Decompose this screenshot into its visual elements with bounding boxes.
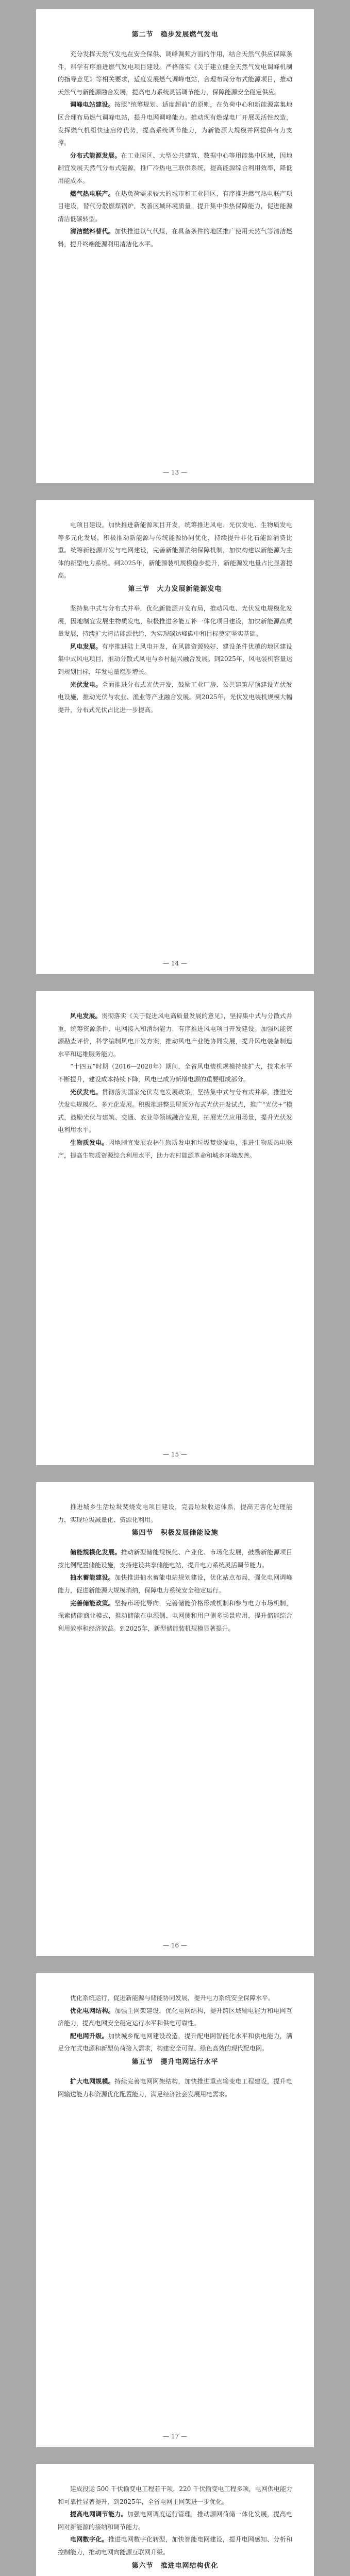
page-number: — 13 — [163, 469, 187, 476]
paragraph-lead: 优化电网结构。 [70, 2007, 115, 2014]
page-number: — 14 — [163, 960, 187, 967]
paragraph-text: 加快推进以气代煤，在具备条件的地区推广使用天然气等清洁燃料，提升终端能源利用清洁化水平。 [58, 228, 292, 248]
paragraph-text: 按照“统筹规划、适度超前”的原则，在负荷中心和新能源富集地区合理布局燃气调峰电站，提升电网调峰能力。推动现有燃煤电厂开展灵活性改造，发挥燃气机组快速启停优势，提高系统调节能力，为新能源大规模并网提供有力支撑。 [58, 101, 292, 147]
section-heading: 第五节 提升电网运行水平 [131, 2058, 219, 2066]
paragraph-text: 有序推进陆上风电开发，在风能资源较好、建设条件优越的地区建设集中式风电项目，推动分散式风电与乡村振兴融合发展。到2025年，风电装机容量达到规划目标，年发电量稳步增长。 [58, 642, 292, 675]
paragraph-lead: 光伏发电。 [70, 1088, 102, 1096]
paragraph-text: 贯彻落实《关于促进风电高质量发展的意见》，坚持集中式与分散式并重，统筹资源条件、电网接入和消纳能力，有序推进风电项目开发建设。加强风能资源勘查评价，科学编制风电开发方案，推动风电产业链协同发展，提升风电装备制造水平和运维服务能力。 [58, 1012, 292, 1058]
paragraph-lead: 配电网升级。 [70, 2032, 108, 2040]
section-heading: 第四节 积极发展储能设施 [131, 1529, 219, 1537]
paragraph-text: “十四五”时期（2016—2020年）期间，全省风电装机规模持续扩大，技术水平不断提升，建设成本持续下降，风电已成为新增电源的重要组成部分。 [58, 1063, 292, 1083]
paragraph-text: 坚持集中式与分布式并举，优化新能源开发布局，推动风电、光伏发电规模化发展，因地制宜发展生物质发电，积极推进多能互补一体化项目建设，加快新能源高质量发展，持续扩大清洁能源供给，为实现碳达峰碳中和目标奠定坚实基础。 [58, 604, 292, 638]
paragraph-text: 推动新型储能规模化、产业化、市场化发展，鼓励新能源项目按比例配置储能设施，支持建设共享储能电站，提升电力系统灵活调节能力。 [58, 1549, 292, 1569]
paragraph-lead: 光伏发电。 [70, 681, 102, 688]
paragraph-lead: 完善储能政策。 [70, 1599, 115, 1607]
paragraph [58, 602, 292, 640]
paragraph [58, 48, 292, 98]
paragraph [58, 2533, 292, 2558]
document-page [36, 1973, 314, 2447]
section-heading: 第六节 推进电网结构优化 [131, 2562, 219, 2570]
paragraph [58, 2508, 292, 2533]
paragraph [58, 679, 292, 717]
paragraph-text: 电项目建设。加快推进新能源项目开发，统筹推进风电、光伏发电、生物质发电等多元化发展，积极推动新能源与传统能源协同优化，持续提升非化石能源消费比重。统筹新能源开发与电网建设，完善新能源消纳保障机制，加快构建以新能源为主体的新型电力系统。到2025年，新能源装机规模稳步提升，新能源发电量占比显著提高。 [58, 521, 292, 580]
paragraph [58, 1992, 292, 2005]
document-page [36, 9, 314, 483]
page-number: — 16 — [163, 1942, 187, 1949]
paragraph-text: 在工业园区、大型公共建筑、数据中心等用能集中区域，因地制宜发展天然气分布式能源，推广冷热电三联供系统，提高能源综合利用效率，降低用能成本。 [58, 151, 292, 184]
section-heading: 第三节 大力发展新能源发电 [128, 585, 222, 593]
paragraph-text: 推进城乡生活垃圾焚烧发电项目建设，完善垃圾收运体系，提高无害化处理能力，实现垃圾减量化、资源化利用。 [58, 1503, 292, 1523]
paragraph-text: 加快城乡配电网建设改造，提升配电网智能化水平和供电能力，满足分布式电源和新型负荷接入需求，构建安全可靠、绿色高效的现代配电网。 [58, 2032, 292, 2053]
paragraph-text: 加强主网架建设，优化电网结构，提升跨区域输电能力和电网互济能力，提高电网安全稳定运行水平和供电可靠性。 [58, 2007, 292, 2027]
document-page [36, 500, 314, 974]
paragraph [58, 98, 292, 149]
page-number: — 17 — [163, 2433, 187, 2440]
paragraph [58, 2005, 292, 2030]
paragraph [58, 188, 292, 226]
paragraph-lead: 分布式能源发展。 [70, 151, 121, 159]
paragraph-text: 全面推进分布式光伏开发，鼓励工业厂房、公共建筑屋顶建设光伏发电设施，推动光伏与农业、渔业等产业融合发展。到2025年，光伏发电装机规模大幅提升，分布式光伏占比进一步提高。 [58, 681, 292, 714]
document-page [36, 2464, 314, 2576]
paragraph-text: 充分发挥天然气发电在安全保供、调峰调频方面的作用，结合天然气供应保障条件，科学有序推进燃气发电项目建设。严格落实《关于建立健全天然气发电调峰机制的指导意见》等相关要求，适度发展燃气调峰电站，合理布局分布式能源项目，推动天然气与新能源融合发展，提高电力系统灵活调节能力，保障能源安全稳定供应。 [58, 50, 292, 96]
paragraph [58, 1086, 292, 1137]
paragraph-lead: 抽水蓄能建设。 [70, 1574, 115, 1582]
paragraph [58, 2483, 292, 2508]
paragraph-text: 坚持市场化导向，完善储能价格形成机制和参与电力市场机制，探索储能商业模式，推动储能在电源侧、电网侧和用户侧多场景应用，提升储能综合利用效率和经济效益。到2025年，新型储能装机规模显著提升。 [58, 1599, 292, 1632]
paragraph-lead: 提高电网调节能力。 [70, 2511, 127, 2518]
paragraph [58, 1597, 292, 1635]
paragraph-text: 因地制宜发展农林生物质发电和垃圾焚烧发电，推进生物质热电联产，提高生物质资源综合利用水平，助力农村能源革命和城乡环境改善。 [58, 1139, 292, 1159]
paragraph [58, 1571, 292, 1597]
page-number: — 15 — [163, 1451, 187, 1458]
paragraph-lead: 燃气热电联产。 [70, 190, 115, 197]
paragraph-lead: 储能规模化发展。 [70, 1549, 121, 1556]
paragraph-lead: 调峰电站建设。 [70, 101, 115, 109]
document-page [36, 1482, 314, 1956]
paragraph-text: 贯彻落实国家光伏发电发展政策，坚持集中式与分布式并举，推进光伏发电规模化、多元化发展。积极推进整县屋顶分布式光伏开发试点，推广“光伏+”模式，鼓励光伏与建筑、交通、农业等领域融合发展，拓展光伏应用场景，提升光伏发电利用水平。 [58, 1088, 292, 1134]
paragraph [58, 1546, 292, 1571]
paragraph-lead: 清洁燃料替代。 [70, 228, 115, 235]
paragraph [58, 640, 292, 679]
paragraph [58, 149, 292, 188]
paragraph-text: 加快推进抽水蓄能电站规划建设，优化站点布局，强化电网调峰能力，促进新能源大规模消纳，保障电力系统安全稳定运行。 [58, 1574, 292, 1594]
paragraph [58, 519, 292, 582]
document-page [36, 991, 314, 1465]
paragraph-text: 优化系统运行，促进新能源与储能协同发展，提升电力系统安全保障水平。 [70, 1994, 275, 2002]
paragraph [58, 225, 292, 250]
section-heading: 第二节 稳步发展燃气发电 [131, 31, 219, 39]
paragraph [58, 1501, 292, 1526]
paragraph [58, 1010, 292, 1060]
paragraph [58, 1060, 292, 1086]
paragraph-text: 加强电网调度运行管理，推动源网荷储一体化发展，提高电网对新能源的接纳和调节能力。 [58, 2511, 292, 2531]
paragraph-text: 推进电网数字化转型，加快智能电网建设，提升电网感知、分析和控制能力，推动电网向能源互联网升级。 [58, 2536, 292, 2556]
paragraph-text: 建成投运 500 千伏输变电工程若干项，220 千伏输变电工程多项，电网供电能力和可靠性显著提升，到2025年，全省电网主网架进一步优化。 [58, 2485, 292, 2505]
paragraph-text: 在热负荷需求较大的城市和工业园区，有序推进燃气热电联产项目建设，替代分散燃煤锅炉，改善区域环境质量，提升集中供热保障能力，促进能源清洁低碳转型。 [58, 190, 292, 223]
paragraph-lead: 风电发展。 [70, 642, 102, 650]
paragraph [58, 2030, 292, 2055]
paragraph-lead: 风电发展。 [70, 1012, 102, 1020]
paragraph-text: 持续完善电网网架结构，加快推进重点输变电工程建设，提升电网输送能力和资源优化配置能力，满足经济社会发展用电需求。 [58, 2077, 292, 2098]
paragraph [58, 2075, 292, 2100]
paragraph-lead: 生物质发电。 [70, 1139, 108, 1146]
paragraph-lead: 扩大电网规模。 [70, 2077, 115, 2085]
paragraph [58, 1137, 292, 1162]
paragraph-lead: 电网数字化。 [70, 2536, 108, 2544]
